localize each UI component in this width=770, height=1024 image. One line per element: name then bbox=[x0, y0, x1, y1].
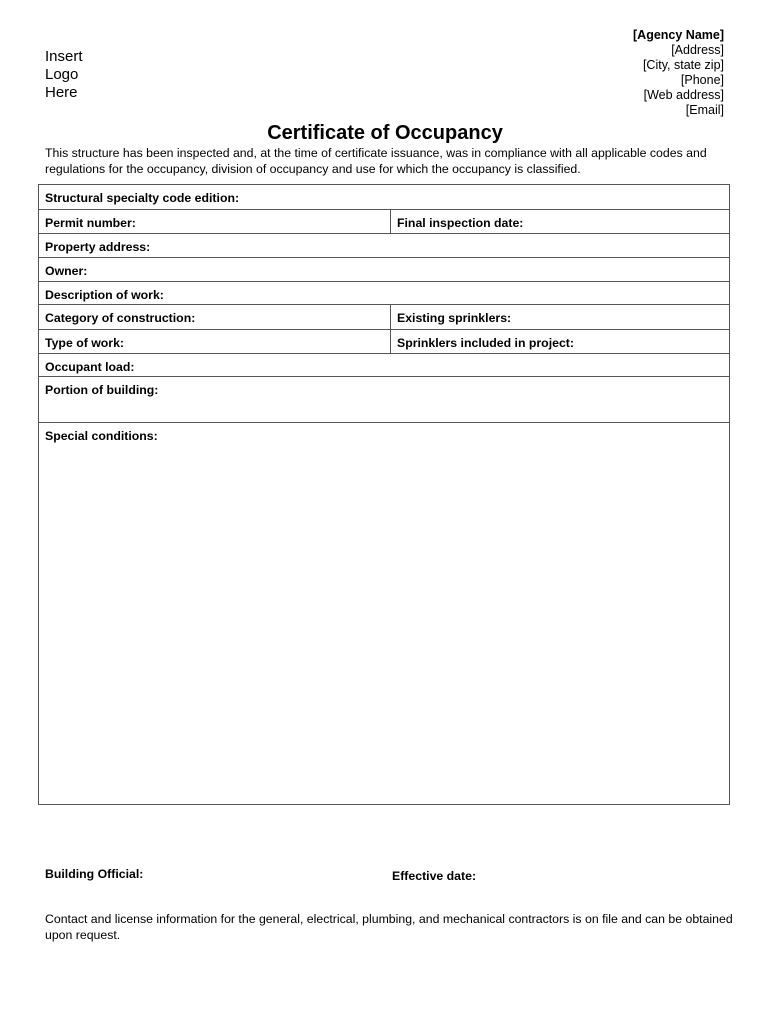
agency-address: [Address] bbox=[671, 43, 724, 57]
page-title: Certificate of Occupancy bbox=[267, 122, 503, 144]
certificate-form bbox=[38, 184, 730, 805]
logo-line: Here bbox=[45, 84, 78, 101]
category-of-construction-field[interactable]: Category of construction: bbox=[39, 305, 391, 329]
code-edition-field[interactable]: Structural specialty code edition: bbox=[45, 191, 240, 205]
occupant-load-field[interactable]: Occupant load: bbox=[45, 360, 135, 374]
effective-date-label: Effective date: bbox=[392, 869, 477, 883]
row-special-conditions bbox=[39, 423, 729, 804]
row-description bbox=[39, 282, 729, 305]
permit-number-field[interactable]: Permit number: bbox=[39, 210, 391, 233]
row-permit bbox=[39, 210, 729, 234]
agency-city: [City, state zip] bbox=[642, 58, 724, 72]
row-code-edition bbox=[39, 185, 729, 210]
existing-sprinklers-field[interactable]: Existing sprinklers: bbox=[397, 311, 512, 325]
type-of-work-field[interactable]: Type of work: bbox=[39, 330, 391, 353]
footer-note: Contact and license information for the general, electrical, plumbing, and mechanical contractors is on file and can be obtained upon request. bbox=[45, 912, 733, 942]
agency-web: [Web address] bbox=[643, 88, 724, 102]
agency-phone: [Phone] bbox=[680, 73, 724, 87]
row-property-address bbox=[39, 234, 729, 258]
logo-line: Logo bbox=[45, 66, 79, 83]
row-owner bbox=[39, 258, 729, 282]
owner-field[interactable]: Owner: bbox=[45, 264, 88, 278]
agency-email: [Email] bbox=[685, 103, 724, 117]
property-address-field[interactable]: Property address: bbox=[45, 240, 151, 254]
row-occupant-load bbox=[39, 354, 729, 377]
row-category bbox=[39, 305, 729, 330]
portion-of-building-field[interactable]: Portion of building: bbox=[45, 383, 159, 397]
logo-placeholder bbox=[45, 48, 83, 102]
intro-text: This structure has been inspected and, at the time of certificate issuance, was in compliance with all applicable codes and regulations for the occupancy, division of occupancy and use for which the occupancy is classified. bbox=[45, 146, 707, 176]
special-conditions-field[interactable]: Special conditions: bbox=[45, 429, 158, 443]
agency-block bbox=[633, 28, 724, 118]
agency-name: [Agency Name] bbox=[633, 28, 724, 42]
final-inspection-date-field[interactable]: Final inspection date: bbox=[397, 216, 524, 230]
row-type-of-work bbox=[39, 330, 729, 354]
logo-line: Insert bbox=[45, 48, 83, 65]
building-official-label: Building Official: bbox=[45, 867, 144, 881]
sprinklers-included-field[interactable]: Sprinklers included in project: bbox=[397, 336, 574, 350]
row-portion-of-building bbox=[39, 377, 729, 423]
description-of-work-field[interactable]: Description of work: bbox=[45, 288, 164, 302]
